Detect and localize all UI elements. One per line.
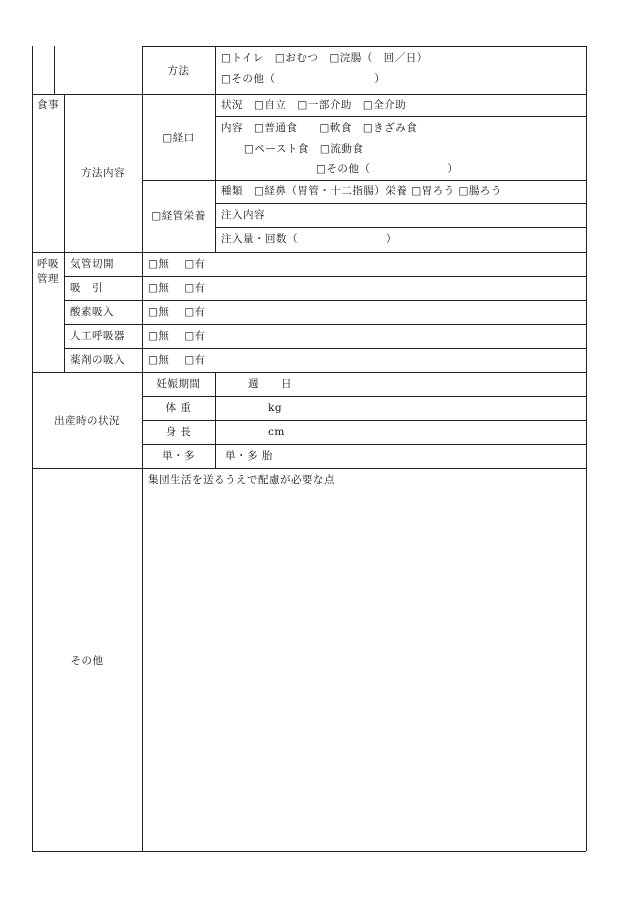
table-divider — [215, 46, 216, 252]
oral-status-options[interactable]: 状況 □自立 □一部介助 □全介助 — [221, 99, 407, 111]
birth-section-label: 出産時の状況 — [54, 415, 120, 427]
respiratory-row-label: 薬剤の吸入 — [70, 354, 125, 366]
table-divider — [64, 324, 586, 325]
table-divider — [142, 180, 586, 181]
respiratory-section-label-2: 管理 — [37, 273, 59, 285]
birth-row-label: 身 長 — [165, 426, 192, 438]
birth-row-value[interactable]: 週 日 — [248, 378, 292, 390]
other-section-label: その他 — [70, 655, 104, 667]
birth-row-value[interactable]: 単・多 胎 — [225, 450, 273, 462]
oral-feeding-checkbox[interactable]: □経口 — [162, 132, 195, 144]
respiratory-row-value[interactable]: □無 □有 — [148, 258, 206, 270]
respiratory-row-value[interactable]: □無 □有 — [148, 282, 206, 294]
tube-type-options[interactable]: 種類 □経鼻（胃管・十二指腸）栄養 □胃ろう □腸ろう — [221, 185, 502, 197]
table-divider — [32, 372, 586, 373]
table-border-right — [586, 46, 587, 851]
table-divider — [64, 94, 65, 372]
excretion-method-options[interactable]: □トイレ □おむつ □浣腸（ 回／日） — [221, 52, 428, 64]
table-divider — [64, 276, 586, 277]
birth-row-label: 体 重 — [165, 402, 192, 414]
table-divider — [142, 420, 586, 421]
table-divider — [215, 227, 586, 228]
excretion-method-other[interactable]: □その他（ ） — [221, 73, 386, 85]
birth-row-value[interactable]: kg — [268, 402, 283, 414]
table-divider — [32, 252, 586, 253]
table-divider — [142, 396, 586, 397]
table-divider — [64, 300, 586, 301]
birth-row-value[interactable]: cm — [268, 426, 285, 438]
table-divider — [142, 444, 586, 445]
oral-content-other[interactable]: □その他（ ） — [316, 163, 459, 175]
table-border-bottom — [32, 851, 586, 852]
excretion-method-label: 方法 — [167, 65, 190, 77]
respiratory-row-label: 酸素吸入 — [70, 306, 114, 318]
respiratory-row-value[interactable]: □無 □有 — [148, 306, 206, 318]
table-divider — [32, 468, 586, 469]
respiratory-row-value[interactable]: □無 □有 — [148, 330, 206, 342]
table-divider — [32, 94, 586, 95]
tube-feeding-checkbox[interactable]: □経管栄養 — [151, 210, 206, 222]
tube-amount-field[interactable]: 注入量・回数（ ） — [221, 233, 397, 245]
birth-row-label: 妊娠期間 — [156, 378, 201, 390]
respiratory-row-value[interactable]: □無 □有 — [148, 354, 206, 366]
respiratory-row-label: 吸 引 — [70, 282, 103, 294]
table-divider — [54, 46, 55, 94]
table-divider — [64, 348, 586, 349]
birth-row-label: 単・多 — [162, 450, 195, 462]
other-notes-area[interactable] — [143, 490, 585, 850]
meal-section-label: 食事 — [37, 99, 59, 111]
table-divider — [142, 46, 586, 47]
table-divider — [215, 116, 586, 117]
meal-method-content-label: 方法内容 — [81, 167, 125, 179]
respiratory-row-label: 人工呼吸器 — [70, 330, 125, 342]
table-divider — [215, 203, 586, 204]
table-border-left — [32, 46, 33, 851]
oral-content-options[interactable]: 内容 □普通食 □軟食 □きざみ食 — [221, 122, 418, 134]
tube-content-field[interactable]: 注入内容 — [221, 209, 265, 221]
respiratory-section-label: 呼吸 — [37, 258, 59, 270]
oral-content-options-2[interactable]: □ペースト食 □流動食 — [244, 143, 364, 155]
respiratory-row-label: 気管切開 — [70, 258, 114, 270]
other-notes-heading: 集団生活を送るうえで配慮が必要な点 — [148, 474, 335, 486]
